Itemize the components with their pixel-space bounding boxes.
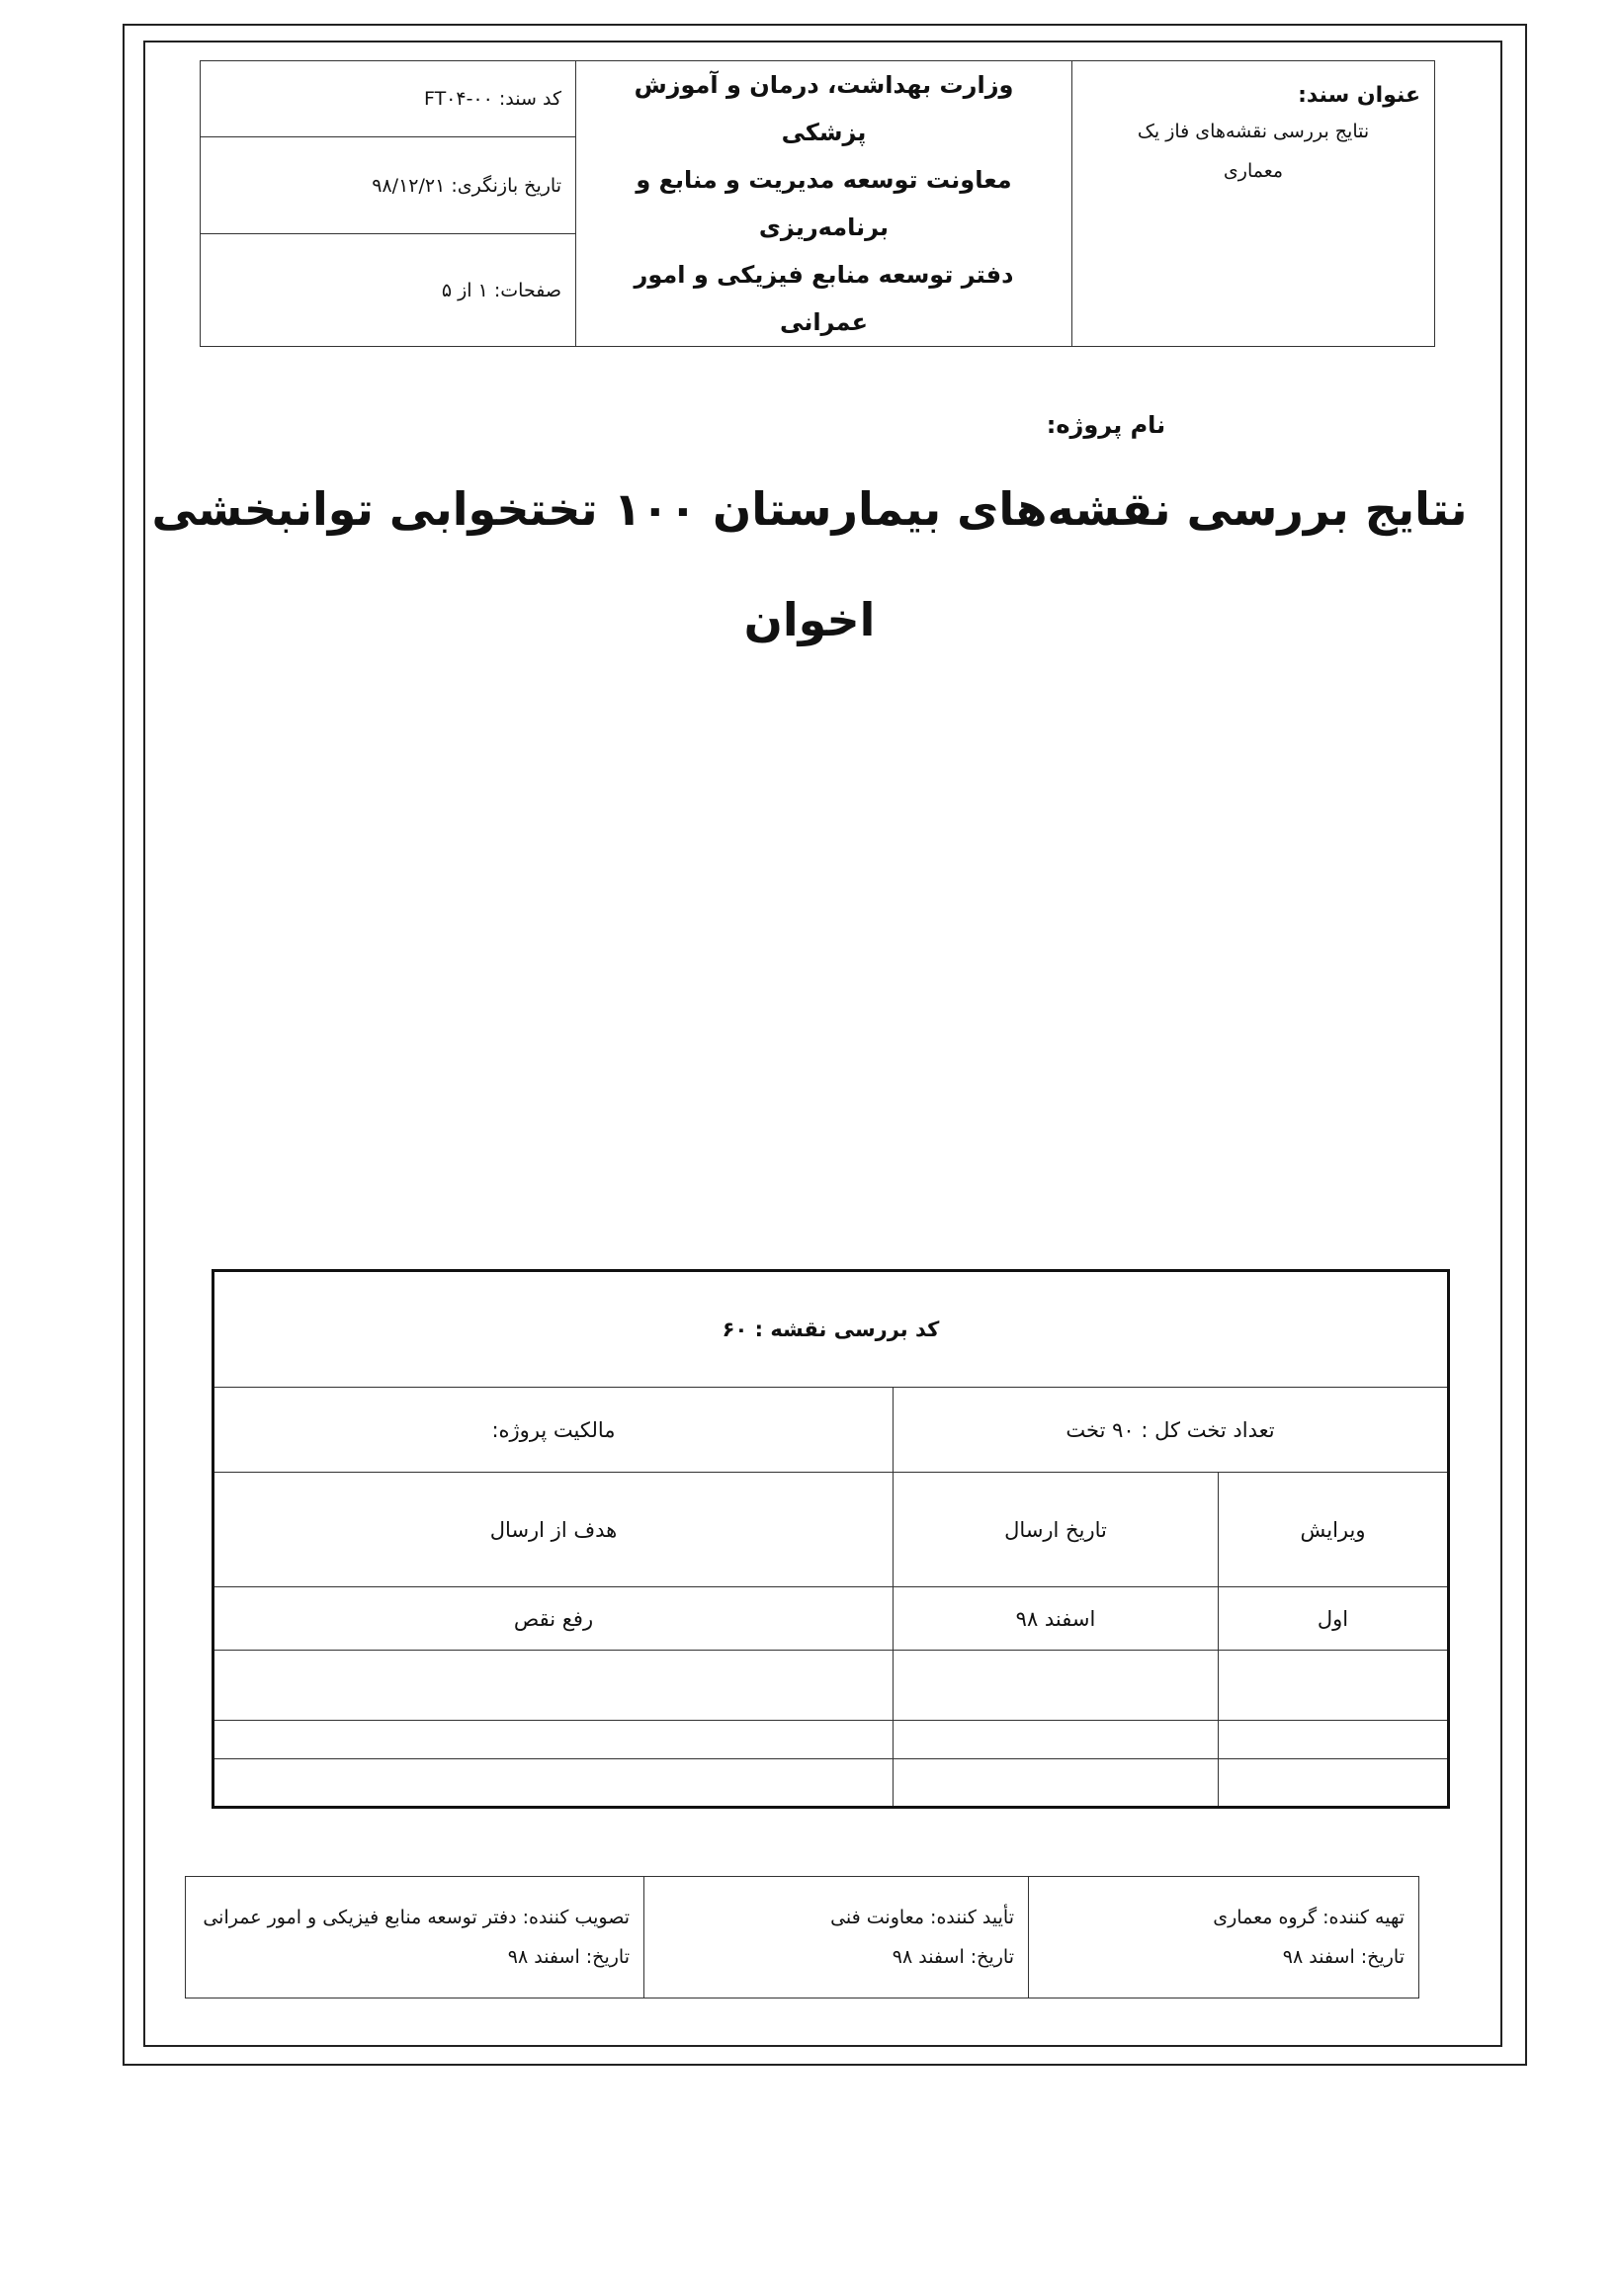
project-title-line1: نتایج بررسی نقشه‌های بیمارستان ۱۰۰ تختخوابی توانبخشی (151, 482, 1468, 536)
total-beds: تعداد تخت کل : ۹۰ تخت (894, 1388, 1449, 1473)
col-header-edition: ویرایش (1219, 1473, 1449, 1587)
prepared-cell (1029, 1877, 1419, 1998)
doc-title-cell (1072, 61, 1435, 347)
org-cell (576, 61, 1072, 347)
col-header-purpose: هدف از ارسال (213, 1473, 894, 1587)
org-line: دفتر توسعه منابع فیزیکی و امور عمرانی (634, 261, 1014, 336)
confirmed-by: تأیید کننده: معاونت فنی (830, 1907, 1014, 1928)
confirmed-cell (644, 1877, 1029, 1998)
cell-purpose: رفع نقص (213, 1587, 894, 1651)
doc-title: نتایج بررسی نقشه‌های فاز یک معماری (1137, 121, 1370, 182)
project-label: نام پروژه: (1046, 411, 1166, 439)
empty-row (213, 1651, 1449, 1721)
org-line: وزارت بهداشت، درمان و آموزش پزشکی (634, 71, 1014, 146)
confirmed-date: تاریخ: اسفند ۹۸ (892, 1946, 1014, 1968)
prepared-date: تاریخ: اسفند ۹۸ (1282, 1946, 1405, 1968)
signature-table (185, 1876, 1419, 1998)
project-title-line2: اخوان (743, 593, 876, 646)
cell-send-date: اسفند ۹۸ (894, 1587, 1219, 1651)
approved-cell (186, 1877, 644, 1998)
doc-code: کد سند: FT۰۴-۰۰ (201, 61, 576, 137)
org-line: معاونت توسعه مدیریت و منابع و برنامه‌ریزی (636, 166, 1012, 241)
doc-title-label: عنوان سند: (1298, 83, 1420, 108)
revision-date: تاریخ بازنگری: ۹۸/۱۲/۲۱ (201, 137, 576, 234)
table-row (213, 1587, 1449, 1651)
review-code: کد بررسی نقشه : ۶۰ (213, 1271, 1449, 1388)
prepared-by: تهیه کننده: گروه معماری (1213, 1907, 1405, 1928)
review-table (212, 1269, 1450, 1809)
empty-row (213, 1721, 1449, 1759)
approved-date: تاریخ: اسفند ۹۸ (507, 1946, 630, 1968)
approved-by: تصویب کننده: دفتر توسعه منابع فیزیکی و امور عمرانی (203, 1907, 630, 1928)
empty-row (213, 1759, 1449, 1808)
header-table (200, 60, 1435, 347)
ownership: مالکیت پروژه: (213, 1388, 894, 1473)
pages-count: صفحات: ۱ از ۵ (201, 234, 576, 347)
cell-edition: اول (1219, 1587, 1449, 1651)
col-header-send-date: تاریخ ارسال (894, 1473, 1219, 1587)
